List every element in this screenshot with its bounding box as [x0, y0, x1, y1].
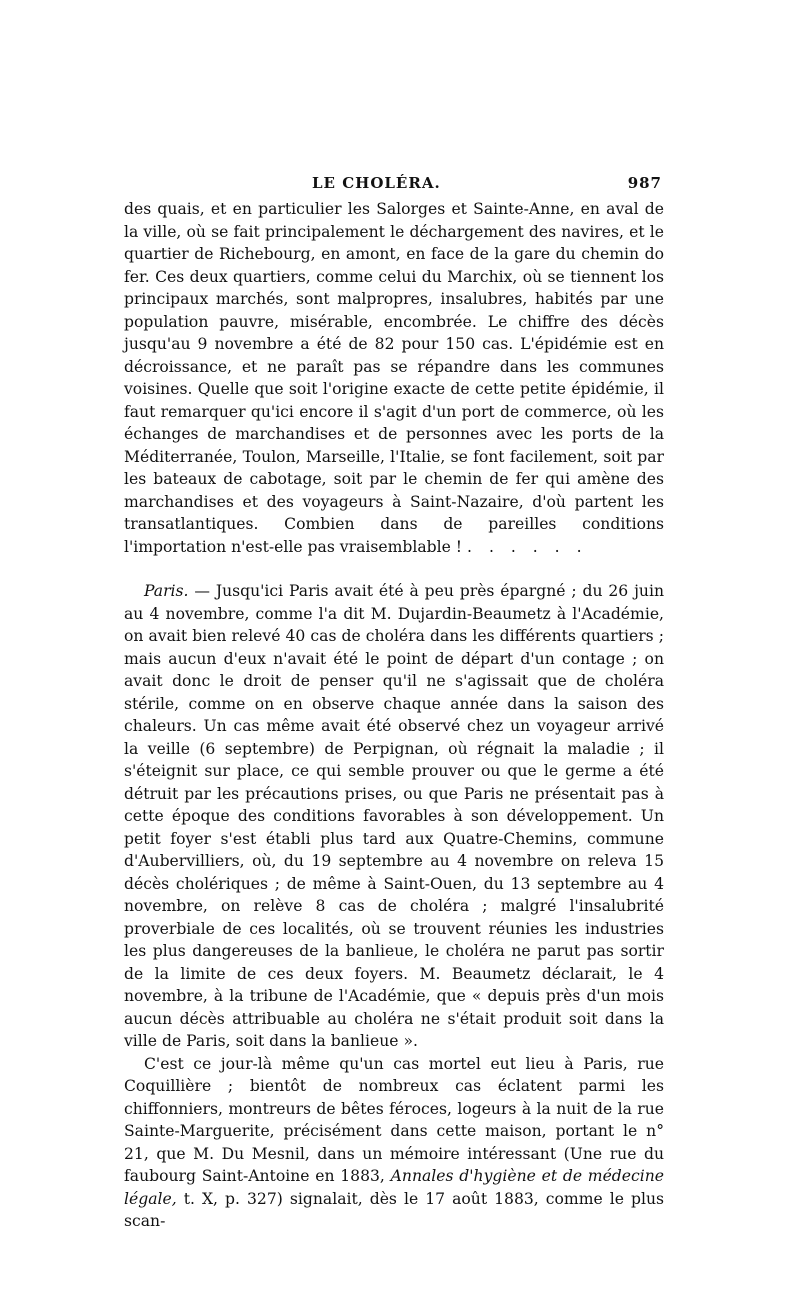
journal-title: Annales d'hygiène et de médecine légale, — [124, 1167, 665, 1208]
running-header — [124, 170, 664, 196]
paragraph-coquilliere — [124, 1053, 664, 1233]
book-page — [124, 170, 664, 1233]
paragraph-tail: t. X, p. 327) signalait, dès le 17 août 1883, comme le plus scan- — [124, 1189, 664, 1230]
section-lead: Paris. — [144, 582, 189, 600]
trailing-dots: . . . . . . — [467, 537, 588, 556]
paragraph-text: — Jusqu'ici Paris avait été à peu près épargné ; du 26 juin au 4 novembre, comme l'a dit M. Dujardin-Beaumetz à l'Académie, on avait bien relevé 40 cas de choléra dans les différents quartiers ; mais aucun d'eux n'avait été le point de départ d'un contage ; on avait donc le droit de penser qu'il ne s'agissait que de choléra stérile, comme on en observe chaque année dans la saison des chaleurs. Un cas même avait été observé chez un voyageur arrivé la veille (6 septembre) de Perpignan, où régnait la maladie ; il s'éteignit sur place, ce qui semble prouver ou que le germe a été détruit par les précautions prises, ou que Paris ne présentait pas à cette époque des conditions favorables à son développement. Un petit foyer s'est établi plus tard aux Quatre-Chemins, commune d'Aubervilliers, où, du 19 septembre au 4 novembre on releva 15 décès cholériques ; de même à Saint-Ouen, du 13 septembre au 4 novembre, on relève 8 cas de choléra ; malgré l'insalubrité proverbiale de ces localités, où se trouvent réunies les industries les plus dangereuses de la banlieue, le choléra ne parut pas sortir de la limite de ces deux foyers. M. Beaumetz déclarait, le 4 novembre, à la tribune de l'Académie, que « depuis près d'un mois aucun décès attribuable au choléra ne s'était produit soit dans la ville de Paris, soit dans la banlieue ». — [124, 582, 664, 1050]
running-title: LE CHOLÉRA. — [312, 174, 441, 192]
paragraph-paris — [124, 580, 664, 1053]
paragraph-text: des quais, et en particulier les Salorges et Sainte-Anne, en aval de la ville, où se fait principalement le déchargement des navires, et le quartier de Richebourg, en amont, en face de la gare du chemin do fer. Ces deux quartiers, comme celui du Marchix, où se tiennent los principaux marchés, sont malpropres, insalubres, habités par une population pauvre, misérable, encombrée. Le chiffre des décès jusqu'au 9 novembre a été de 82 pour 150 cas. L'épidémie est en décroissance, et ne paraît pas se répandre dans les communes voisines. Quelle que soit l'origine exacte de cette petite épidémie, il faut remarquer qu'ici encore il s'agit d'un port de commerce, où les échanges de marchandises et de personnes avec les ports de la Méditerranée, Toulon, Marseille, l'Italie, se font facilement, soit par les bateaux de cabotage, soit par le chemin de fer qui amène des marchandises et des voyageurs à Saint-Nazaire, d'où partent les transatlantiques. Combien dans de pareilles conditions l'importation n'est-elle pas vraisemblable ! — [124, 200, 664, 556]
page-number: 987 — [627, 174, 662, 192]
paragraph-text: C'est ce jour-là même qu'un cas mortel eut lieu à Paris, rue Coquillière ; bientôt de nombreux cas éclatent parmi les chiffonniers, montreurs de bêtes féroces, logeurs à la nuit de la rue Sainte-Marguerite, précisément dans cette maison, portant le n° 21, que M. Du Mesnil, dans un mémoire intéressant (Une rue du faubourg Saint-Antoine en 1883, — [124, 1054, 664, 1185]
paragraph-nantes — [124, 198, 664, 558]
